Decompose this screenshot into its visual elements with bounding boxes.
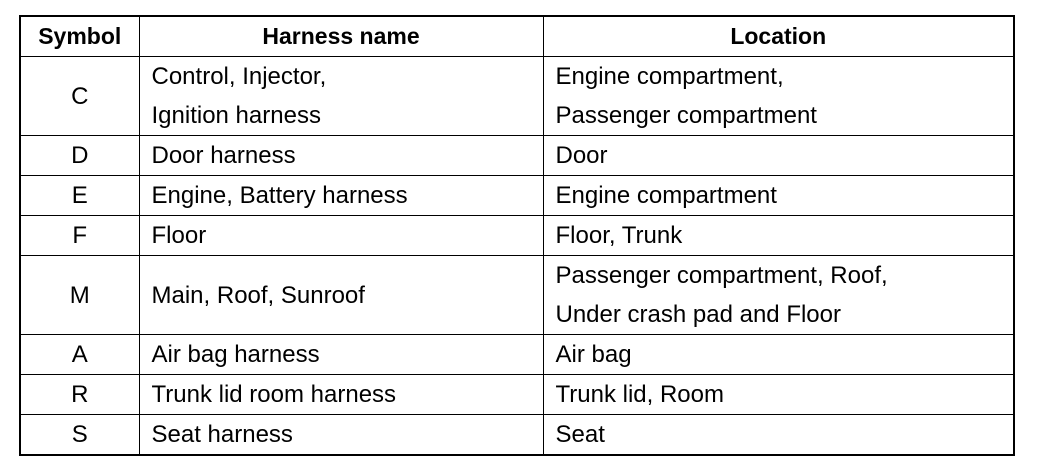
harness-name-cell xyxy=(139,335,543,375)
harness-name-cell xyxy=(139,176,543,216)
location-line: Passenger compartment xyxy=(555,102,817,129)
header-harness-name: Harness name xyxy=(139,16,543,57)
table-row xyxy=(20,415,1014,456)
location-cell xyxy=(543,136,1014,176)
harness-name-line: Floor xyxy=(151,222,207,249)
harness-name-line: Main, Roof, Sunroof xyxy=(151,281,365,309)
harness-name-cell xyxy=(139,136,543,176)
location-line: Air bag xyxy=(555,341,632,368)
location-cell xyxy=(543,57,1014,136)
table-row xyxy=(20,335,1014,375)
harness-name-line: Engine, Battery harness xyxy=(151,182,408,209)
symbol-cell: C xyxy=(20,57,139,136)
location-cell xyxy=(543,335,1014,375)
table-body xyxy=(20,57,1014,456)
location-cell xyxy=(543,176,1014,216)
header-symbol: Symbol xyxy=(20,16,139,57)
location-line: Trunk lid, Room xyxy=(555,381,724,408)
symbol-cell: E xyxy=(20,176,139,216)
symbol-cell: F xyxy=(20,216,139,256)
table-row xyxy=(20,216,1014,256)
location-line: Passenger compartment, Roof, xyxy=(555,262,888,289)
harness-name-cell xyxy=(139,375,543,415)
location-cell xyxy=(543,415,1014,456)
location-line: Seat xyxy=(555,421,605,448)
location-cell xyxy=(543,216,1014,256)
harness-location-table xyxy=(19,15,1015,456)
symbol-cell: A xyxy=(20,335,139,375)
harness-name-line: Door harness xyxy=(151,142,296,169)
symbol-cell: D xyxy=(20,136,139,176)
harness-name-cell xyxy=(139,256,543,335)
table-row xyxy=(20,375,1014,415)
location-line: Engine compartment, xyxy=(555,63,784,90)
table-row xyxy=(20,136,1014,176)
harness-name-cell xyxy=(139,216,543,256)
harness-name-line: Control, Injector, xyxy=(151,63,327,90)
table-row xyxy=(20,256,1014,335)
location-cell xyxy=(543,375,1014,415)
header-location: Location xyxy=(543,16,1014,57)
location-line: Door xyxy=(555,142,608,169)
harness-name-line: Seat harness xyxy=(151,421,293,448)
table-row xyxy=(20,176,1014,216)
symbol-cell: R xyxy=(20,375,139,415)
location-line: Engine compartment xyxy=(555,182,777,209)
symbol-cell: S xyxy=(20,415,139,456)
harness-name-line: Ignition harness xyxy=(151,102,321,129)
harness-name-line: Air bag harness xyxy=(151,341,320,368)
location-cell xyxy=(543,256,1014,335)
harness-name-cell xyxy=(139,57,543,136)
table-header-row xyxy=(20,16,1014,57)
harness-name-line: Trunk lid room harness xyxy=(151,381,397,408)
location-line: Floor, Trunk xyxy=(555,222,683,249)
table-row xyxy=(20,57,1014,136)
harness-name-cell xyxy=(139,415,543,456)
location-line: Under crash pad and Floor xyxy=(555,301,841,328)
symbol-cell: M xyxy=(20,256,139,335)
